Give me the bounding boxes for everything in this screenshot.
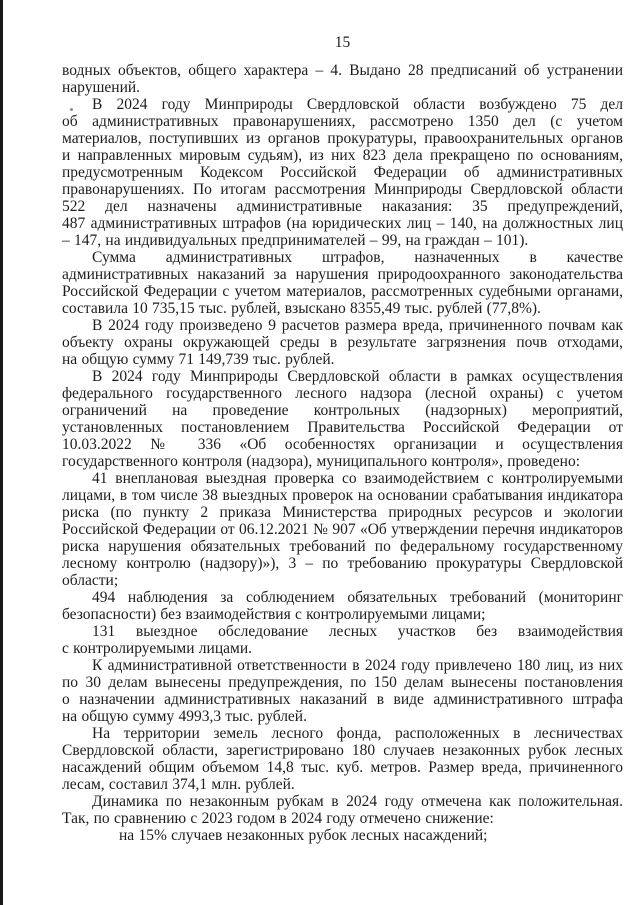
paragraph-soil-damage: В 2024 году произведено 9 расчетов размера вреда, причиненного почвам как объекту охраны окружающей среды в результате загрязнения почв отходами, на общую сумму 71 149,739 тыс. рублей. [62, 317, 623, 368]
paragraph-admin-liability: К административной ответственности в 2024 году привлечено 180 лиц, из них по 30 делам вынесены предупреждения, по 150 делам вынесены постановления о назначении административных наказаний в виде административного штрафа на общую сумму 4993,3 тыс. рублей. [62, 657, 623, 725]
paragraph-logging-dynamics: Динамика по незаконным рубкам в 2024 году отмечена как положительная. Так, по сравнению с 2023 годом в 2024 году отмечено снижение: [62, 793, 623, 827]
document-page [62, 34, 623, 844]
paragraph-illegal-logging: На территории земель лесного фонда, расположенных в лесничествах Свердловской области, зарегистрировано 180 случаев незаконных рубок лесных насаждений общим объемом 14,8 тыс. куб. метров. Размер вреда, причиненного лесам, составил 374,1 млн. рублей. [62, 725, 623, 793]
page-number: 15 [334, 34, 351, 51]
scan-edge-artifact [0, 0, 3, 905]
paragraph-unscheduled-inspections: 41 внеплановая выездная проверка со взаимодействием с контролируемыми лицами, в том числе 38 выездных проверок на основании срабатывания индикатора риска (по пункту 2 приказа Министерства природных ресурсов и экологии Российской Федерации от 06.12.2021 № 907 «Об утверждении перечня индикаторов риска нарушения обязательных требований по федеральному государственному лесному контролю (надзору)»), 3 – по требованию прокуратуры Свердловской области; [62, 470, 623, 589]
paragraph-field-surveys: 131 выездное обследование лесных участков без взаимодействия с контролируемыми лицами. [62, 623, 623, 657]
paragraph-fines-sum: Сумма административных штрафов, назначенных в качестве административных наказаний за нарушения природоохранного законодательства Российской Федерации с учетом материалов, рассмотренных судебными органами, составила 10 735,15 тыс. рублей, взыскано 8355,49 тыс. рублей (77,8%). [62, 249, 623, 317]
paragraph-logging-decrease-item: на 15% случаев незаконных рубок лесных насаждений; [119, 827, 488, 844]
paragraph-admin-cases-2024: В 2024 году Минприроды Свердловской области возбуждено 75 дел об административных правонарушениях, рассмотрено 1350 дел (с учетом материалов, поступивших из органов прокуратуры, правоохранительных органов и направленных мировым судьям), из них 823 дела прекращено по основаниям, предусмотренным Кодексом Российской Федерации об административных правонарушениях. По итогам рассмотрения Минприроды Свердловской области 522 дел назначены административные наказания: 35 предупреждений, 487 административных штрафов (на юридических лиц – 140, на должностных лиц – 147, на индивидуальных предпринимателей – 99, на граждан – 101). [62, 96, 623, 249]
paragraph-forest-supervision: В 2024 году Минприроды Свердловской области в рамках осуществления федерального государственного лесного надзора (лесной охраны) с учетом ограничений на проведение контрольных (надзорных) мероприятий, установленных постановлением Правительства Российской Федерации от 10.03.2022 № 336 «Об особенностях организации и осуществления государственного контроля (надзора), муниципального контроля», проведено: [62, 368, 623, 470]
scan-speckle-artifact [70, 108, 73, 111]
paragraph-monitoring-observations: 494 наблюдения за соблюдением обязательных требований (мониторинг безопасности) без взаимодействия с контролируемыми лицами; [62, 589, 623, 623]
paragraph-water-objects: водных объектов, общего характера – 4. Выдано 28 предписаний об устранении нарушений. [62, 62, 623, 96]
